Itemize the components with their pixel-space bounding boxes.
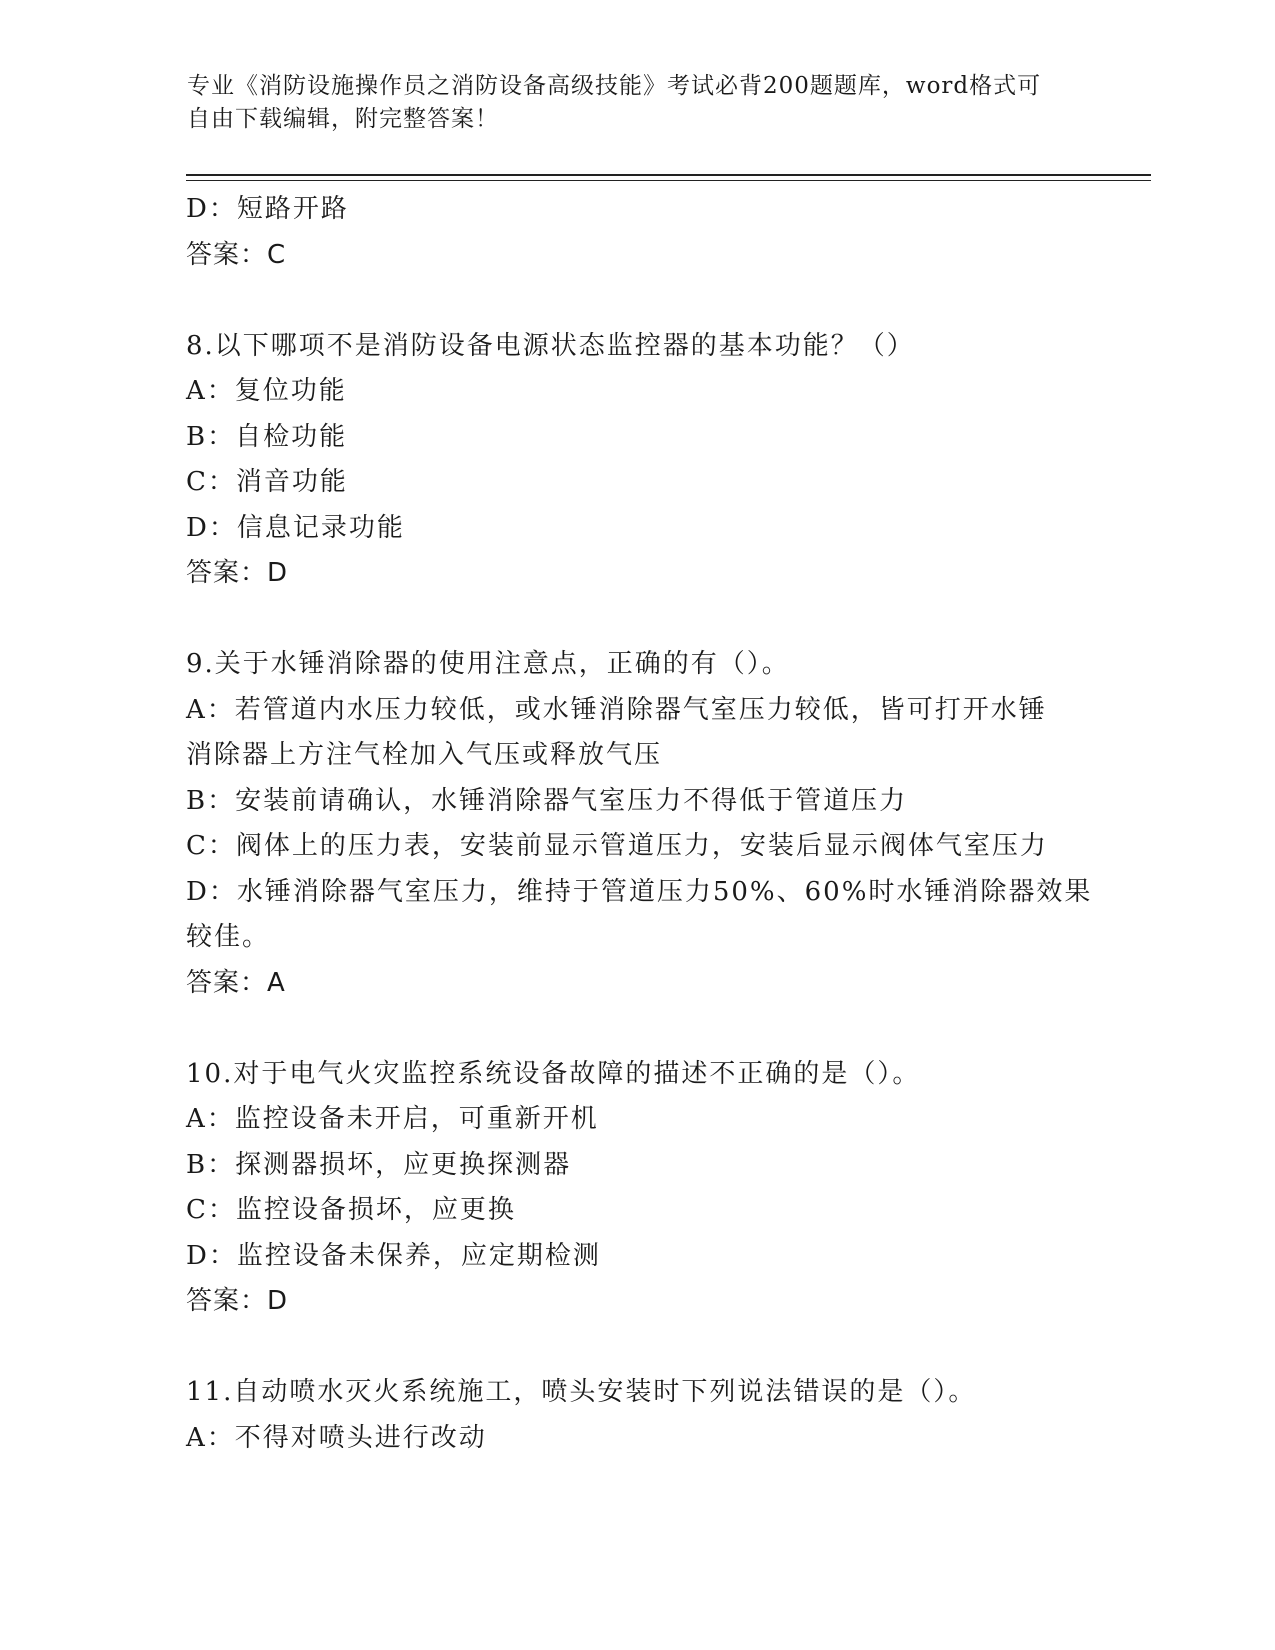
answer-line: 答案：D: [186, 1286, 289, 1316]
option-a: A：复位功能: [186, 376, 347, 406]
spacer: [186, 1325, 1086, 1371]
option-a-continued: 消除器上方注气栓加入气压或释放气压: [186, 740, 663, 770]
spacer: [186, 597, 1086, 643]
question-title: 9.关于水锤消除器的使用注意点，正确的有（）。: [186, 649, 790, 679]
header-divider-thin: [186, 180, 1151, 181]
option-c: C：阀体上的压力表，安装前显示管道压力，安装后显示阀体气室压力: [186, 831, 1048, 861]
option-a: A：监控设备未开启，可重新开机: [186, 1104, 599, 1134]
option-d: D：信息记录功能: [186, 512, 405, 543]
option-b: B：自检功能: [186, 421, 348, 452]
option-d: D：监控设备未保养，应定期检测: [186, 1240, 601, 1271]
option-d-continued: 较佳。: [186, 922, 271, 952]
spacer: [186, 1006, 1086, 1052]
question-9: [186, 642, 1093, 1006]
option-b: B：探测器损坏，应更换探测器: [186, 1149, 572, 1180]
header-line-1: 专业《消防设施操作员之消防设备高级技能》考试必背200题题库，word格式可: [187, 73, 1042, 99]
header-line-2: 自由下载编辑，附完整答案！: [187, 106, 499, 132]
previous-question-tail: [186, 187, 1086, 278]
question-title: 11.自动喷水灭火系统施工，喷头安装时下列说法错误的是（）。: [186, 1377, 977, 1407]
option-c: C：监控设备损坏，应更换: [186, 1195, 516, 1225]
question-8: [186, 324, 1086, 597]
question-11: [186, 1370, 1086, 1461]
option-a: A：不得对喷头进行改动: [186, 1422, 487, 1453]
answer-line: 答案：C: [186, 239, 287, 270]
spacer: [186, 278, 1086, 324]
question-title: 10.对于电气火灾监控系统设备故障的描述不正确的是（）。: [186, 1058, 921, 1089]
question-title: 8.以下哪项不是消防设备电源状态监控器的基本功能？（）: [186, 330, 915, 361]
option-b: B：安装前请确认，水锤消除器气室压力不得低于管道压力: [186, 785, 908, 816]
option-a: A：若管道内水压力较低，或水锤消除器气室压力较低，皆可打开水锤: [186, 694, 1047, 725]
answer-line: 答案：D: [186, 558, 289, 588]
header-divider-thick: [186, 174, 1151, 176]
question-10: [186, 1052, 1086, 1325]
question-content: [186, 187, 1093, 1461]
option-c: C：消音功能: [186, 467, 348, 497]
answer-line: 答案：A: [186, 967, 286, 998]
option-d: D：水锤消除器气室压力，维持于管道压力50%、60%时水锤消除器效果: [186, 876, 1093, 907]
option-d: D：短路开路: [186, 194, 349, 224]
document-header: [187, 70, 1087, 136]
